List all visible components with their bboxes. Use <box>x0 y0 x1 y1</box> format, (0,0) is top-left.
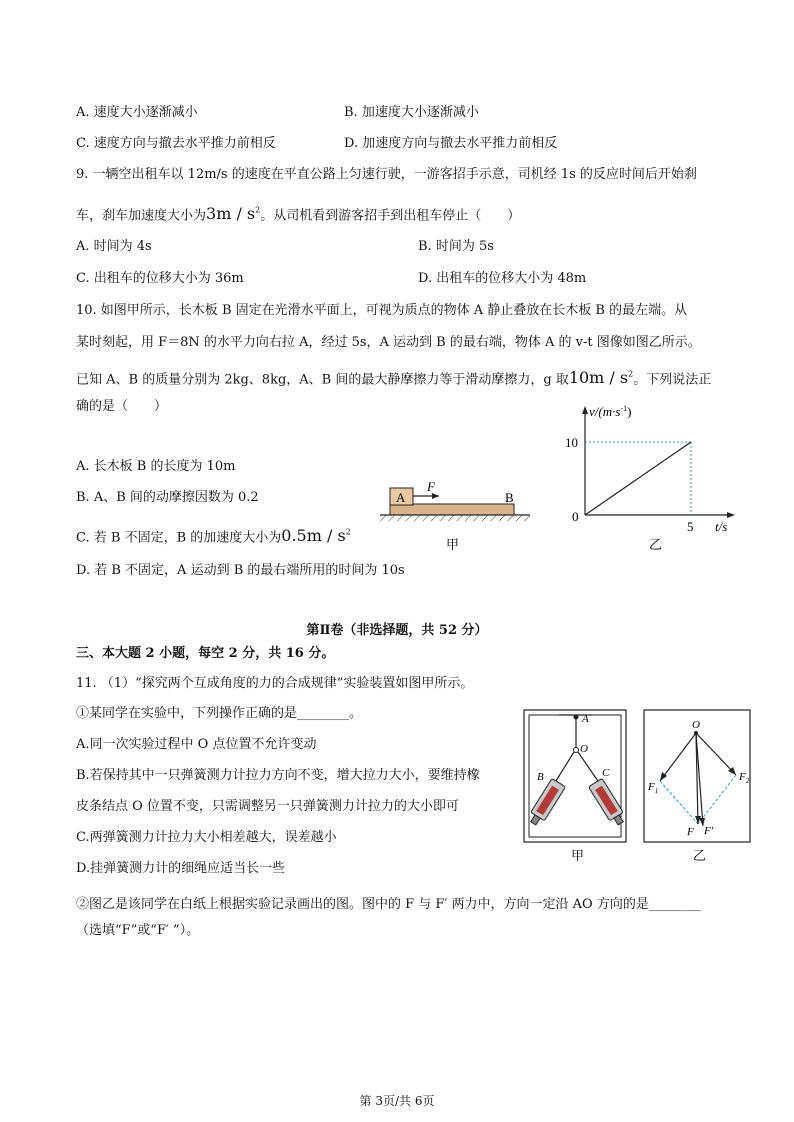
q11-option-d: D.挂弹簧测力计的细绳应适当长一些 <box>76 861 286 876</box>
q9-option-c: C. 出租车的位移大小为 36m <box>76 271 244 286</box>
q11-figure-jia <box>520 708 630 868</box>
q9-option-a: A. 时间为 4s <box>76 239 152 254</box>
q10-option-c: C. 若 B 不固定，B 的加速度大小为$0.5m / s^2$ <box>76 526 351 546</box>
q8-option-c: C. 速度方向与撤去水平推力前相反 <box>76 136 276 151</box>
q10-figure-jia <box>375 475 535 555</box>
q9-stem-line2: 车，刹车加速度大小为$3m / s^2$。从司机看到游客招手到出租车停止（ ） <box>76 204 521 224</box>
parallelogram-left <box>660 781 698 824</box>
q11-option-b-line2: 皮条结点 O 位置不变，只需调整另一只弹簧测力计拉力的大小即可 <box>76 799 459 814</box>
q10-stem-line3: 已知 A、B 的质量分别为 2kg、8kg，A、B 间的最大静摩擦力等于滑动摩擦力，g 取$10m / s^2$。下列说法正 <box>76 368 712 388</box>
q9-stem-line1: 9. 一辆空出租车以 12m/s 的速度在平直公路上匀速行驶，一游客招手示意，司机经 1s 的反应时间后开始刹 <box>76 167 697 182</box>
label-f2: $F_2$ <box>739 771 750 785</box>
block-a-label: A <box>396 490 406 505</box>
label-f: F <box>687 826 694 838</box>
q11-option-a: A.同一次实验过程中 O 点位置不允许变动 <box>76 737 317 752</box>
label-o: O <box>580 743 588 755</box>
fig-yi-caption: 乙 <box>649 537 663 552</box>
x-axis-label: t/s <box>715 519 728 534</box>
q9-option-b: B. 时间为 5s <box>418 239 494 254</box>
label-o: O <box>692 719 700 731</box>
y-axis-label: $v/(m\cdot s^{-1})$ <box>589 404 632 419</box>
q10-option-d: D. 若 B 不固定，A 运动到 B 的最右端所用的时间为 10s <box>76 563 405 578</box>
series-line-a <box>585 442 691 515</box>
q9-accel: $3m / s^2$ <box>206 204 261 224</box>
q11-sub1: ①某同学在实验中，下列操作正确的是________。 <box>76 706 363 721</box>
q11-fig-yi-caption: 乙 <box>693 848 707 863</box>
q10-b-accel: $0.5m / s^2$ <box>281 526 351 546</box>
spring-scale-c <box>588 778 627 827</box>
board-b-label: B <box>505 490 514 505</box>
label-f1: $F_1$ <box>648 781 659 795</box>
force-label: F <box>427 479 435 494</box>
q8-option-b: B. 加速度大小逐渐减小 <box>344 105 479 120</box>
ground-hatch <box>380 515 530 521</box>
label-a: A <box>582 713 589 725</box>
label-f-prime: F′ <box>704 825 714 837</box>
parallelogram-right <box>698 775 736 824</box>
spring-scale-b <box>526 778 565 827</box>
label-c: C <box>602 767 610 779</box>
q10-stem-line1: 10. 如图甲所示，长木板 B 固定在光滑水平面上，可视为质点的物体 A 静止叠放在长木板 B 的最左端。从 <box>76 303 688 318</box>
x-axis-arrow-icon <box>727 512 735 518</box>
origin-label: 0 <box>572 509 579 524</box>
board-b <box>390 504 514 515</box>
vector-f1 <box>660 733 696 781</box>
q10-option-a: A. 长木板 B 的长度为 10m <box>76 459 236 474</box>
q10-option-b: B. A、B 间的动摩擦因数为 0.2 <box>76 490 259 505</box>
q11-figure-yi <box>640 708 760 868</box>
q11-fig-jia-caption: 甲 <box>571 848 585 863</box>
section2-title: 第Ⅱ卷（非选择题，共 52 分） <box>306 623 488 638</box>
x-tick-label: 5 <box>687 519 694 534</box>
part3-heading: 三、本大题 2 小题，每空 2 分，共 16 分。 <box>76 646 335 661</box>
q11-sub2-line1: ②图乙是该同学在白纸上根据实验记录画出的图。图中的 F 与 F′ 两力中，方向一定沿 AO 方向的是________ <box>76 897 701 912</box>
q11-intro: 11. （1）“探究两个互成角度的力的合成规律”实验装置如图甲所示。 <box>76 676 474 691</box>
q10-stem-line4: 确的是（ ） <box>76 399 168 414</box>
q10-stem-line2: 某时刻起，用 F＝8N 的水平力向右拉 A，经过 5s，A 运动到 B 的最右端，物体 A 的 v-t 图像如图乙所示。 <box>76 335 701 350</box>
q10-vt-graph <box>545 400 745 560</box>
vector-f2 <box>696 733 736 775</box>
y-axis-arrow-icon <box>582 406 588 414</box>
fig-jia-caption: 甲 <box>446 537 460 552</box>
q10-g-value: $10m / s^2$ <box>568 368 634 388</box>
q11-option-c: C.两弹簧测力计拉力大小相差越大，误差越小 <box>76 830 337 845</box>
knot-o <box>574 748 579 753</box>
q9-option-d: D. 出租车的位移大小为 48m <box>418 271 587 286</box>
page-number: 第 3页/共 6页 <box>359 1094 435 1108</box>
q11-option-b-line1: B.若保持其中一只弹簧测力计拉力方向不变，增大拉力大小，要维持橡 <box>76 768 480 783</box>
y-tick-label: 10 <box>565 435 578 450</box>
label-b: B <box>537 771 544 783</box>
q11-sub2-line2: （选填“F”或“F′ ”）。 <box>76 923 200 938</box>
q8-option-a: A. 速度大小逐渐减小 <box>76 105 198 120</box>
q8-option-d: D. 加速度方向与撤去水平推力前相反 <box>344 136 558 151</box>
